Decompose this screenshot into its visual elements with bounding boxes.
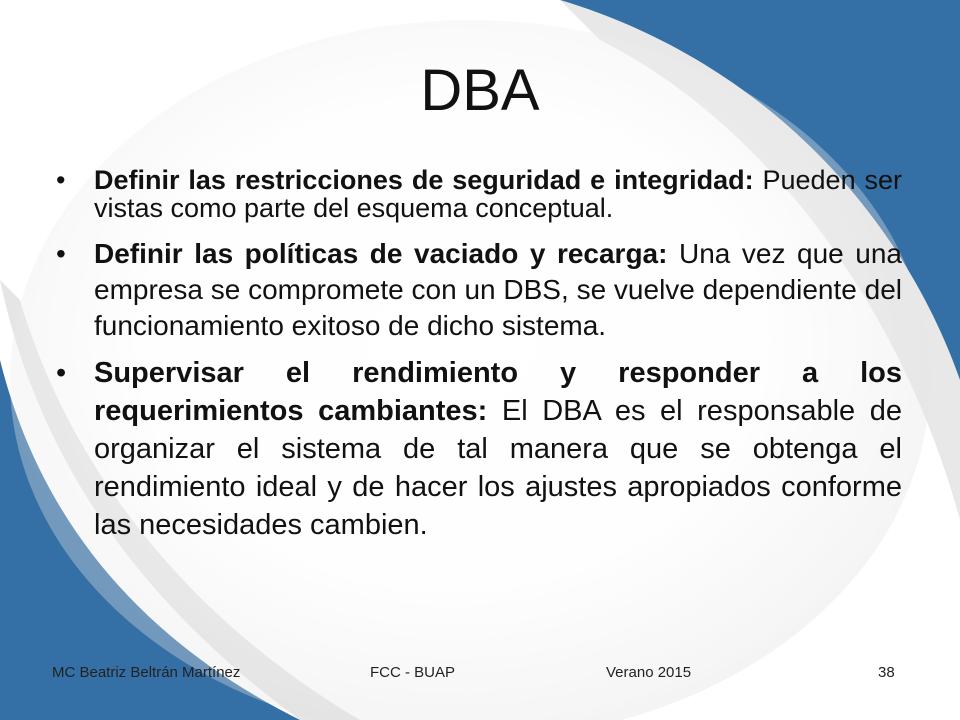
bullet-item (56, 236, 902, 344)
bullet-list (56, 166, 902, 544)
slide-number: 38 (878, 664, 895, 681)
bullet-dot: • (56, 357, 67, 389)
bullet-dot: • (56, 165, 66, 195)
slide-title: DBA (420, 58, 540, 123)
bullet-bold-text: Supervisar el rendimiento y responder a los requerimientos cambiantes: (94, 357, 902, 427)
footer-institution: FCC - BUAP (370, 664, 456, 681)
bullet-bold-text: Definir las restricciones de seguridad e integridad: (94, 165, 754, 195)
bullet-bold-text: Definir las políticas de vaciado y recarga: (94, 238, 668, 269)
bullet-text: Una vez que una empresa se compromete con un DBS, se vuelve dependiente del funcionamiento exitoso de dicho sistema. (94, 238, 902, 341)
bullet-item (56, 354, 902, 544)
bullet-dot: • (56, 238, 66, 269)
footer-author: MC Beatriz Beltrán Martínez (52, 664, 241, 681)
corner-patch (886, 702, 960, 720)
bullet-text: El DBA es el responsable de organizar el sistema de tal manera que se obtenga el rendimiento ideal y de hacer los ajustes apropiados conforme las necesidades cambien. (94, 395, 902, 541)
bullet-item (56, 166, 902, 222)
footer-term: Verano 2015 (606, 664, 692, 681)
bullet-text: Pueden ser vistas como parte del esquema conceptual. (94, 165, 902, 223)
